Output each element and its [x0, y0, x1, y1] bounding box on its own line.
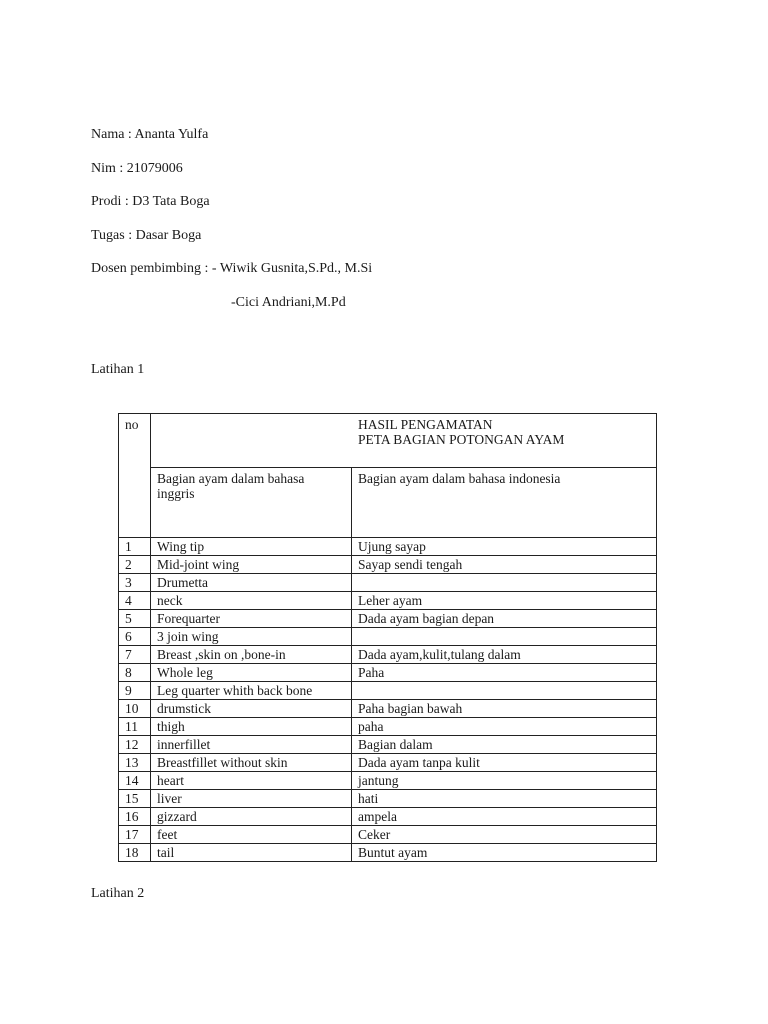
- english-name: feet: [151, 826, 352, 844]
- english-name: Forequarter: [151, 610, 352, 628]
- table-row: [119, 628, 657, 646]
- row-number: 10: [119, 700, 151, 718]
- row-number: 17: [119, 826, 151, 844]
- english-name: 3 join wing: [151, 628, 352, 646]
- row-number: 1: [119, 538, 151, 556]
- table-row: [119, 682, 657, 700]
- row-number: 2: [119, 556, 151, 574]
- row-number: 4: [119, 592, 151, 610]
- english-name: Drumetta: [151, 574, 352, 592]
- english-name: gizzard: [151, 808, 352, 826]
- english-name: neck: [151, 592, 352, 610]
- indonesian-name: ampela: [352, 808, 657, 826]
- row-number: 7: [119, 646, 151, 664]
- table-row: [119, 538, 657, 556]
- table-row: [119, 610, 657, 628]
- supervisor-line-1: Dosen pembimbing : - Wiwik Gusnita,S.Pd., M.Si: [91, 261, 373, 276]
- row-number: 6: [119, 628, 151, 646]
- indonesian-name: paha: [352, 718, 657, 736]
- indonesian-name: [352, 628, 657, 646]
- indonesian-name: Buntut ayam: [352, 844, 657, 862]
- table-row: [119, 646, 657, 664]
- table-row: [119, 556, 657, 574]
- header-english: Bagian ayam dalam bahasa inggris: [151, 468, 352, 538]
- english-name: Wing tip: [151, 538, 352, 556]
- exercise-1-heading: Latihan 1: [91, 362, 145, 377]
- indonesian-name: Paha bagian bawah: [352, 700, 657, 718]
- row-number: 3: [119, 574, 151, 592]
- row-number: 15: [119, 790, 151, 808]
- english-name: Breast ,skin on ,bone-in: [151, 646, 352, 664]
- english-name: thigh: [151, 718, 352, 736]
- table-row: [119, 772, 657, 790]
- indonesian-name: hati: [352, 790, 657, 808]
- indonesian-name: [352, 682, 657, 700]
- english-name: heart: [151, 772, 352, 790]
- english-name: Breastfillet without skin: [151, 754, 352, 772]
- english-name: innerfillet: [151, 736, 352, 754]
- student-name: Nama : Ananta Yulfa: [91, 127, 209, 142]
- table-row: [119, 790, 657, 808]
- english-name: drumstick: [151, 700, 352, 718]
- table-title: [151, 414, 657, 468]
- table-row: [119, 808, 657, 826]
- indonesian-name: Ceker: [352, 826, 657, 844]
- table-title-line-1: HASIL PENGAMATAN: [358, 417, 493, 432]
- indonesian-name: jantung: [352, 772, 657, 790]
- table-row: [119, 718, 657, 736]
- table-header-row: [119, 414, 657, 468]
- table-title-line-2: PETA BAGIAN POTONGAN AYAM: [358, 432, 565, 447]
- row-number: 12: [119, 736, 151, 754]
- english-name: Mid-joint wing: [151, 556, 352, 574]
- indonesian-name: Leher ayam: [352, 592, 657, 610]
- indonesian-name: Paha: [352, 664, 657, 682]
- table-row: [119, 754, 657, 772]
- indonesian-name: Dada ayam tanpa kulit: [352, 754, 657, 772]
- table-row: [119, 844, 657, 862]
- row-number: 11: [119, 718, 151, 736]
- row-number: 8: [119, 664, 151, 682]
- indonesian-name: Dada ayam,kulit,tulang dalam: [352, 646, 657, 664]
- observation-table: [118, 413, 657, 862]
- table-row: [119, 700, 657, 718]
- indonesian-name: Dada ayam bagian depan: [352, 610, 657, 628]
- exercise-2-heading: Latihan 2: [91, 886, 145, 901]
- row-number: 18: [119, 844, 151, 862]
- supervisor-line-2: -Cici Andriani,M.Pd: [231, 295, 346, 310]
- english-name: Whole leg: [151, 664, 352, 682]
- row-number: 9: [119, 682, 151, 700]
- table-row: [119, 736, 657, 754]
- row-number: 5: [119, 610, 151, 628]
- row-number: 16: [119, 808, 151, 826]
- table-row: [119, 664, 657, 682]
- indonesian-name: Bagian dalam: [352, 736, 657, 754]
- indonesian-name: Sayap sendi tengah: [352, 556, 657, 574]
- table-row: [119, 592, 657, 610]
- header-indonesian: Bagian ayam dalam bahasa indonesia: [352, 468, 657, 538]
- table-subheader-row: [119, 468, 657, 538]
- table-row: [119, 574, 657, 592]
- english-name: tail: [151, 844, 352, 862]
- assignment: Tugas : Dasar Boga: [91, 228, 202, 243]
- english-name: Leg quarter whith back bone: [151, 682, 352, 700]
- row-number: 14: [119, 772, 151, 790]
- table-row: [119, 826, 657, 844]
- english-name: liver: [151, 790, 352, 808]
- study-program: Prodi : D3 Tata Boga: [91, 194, 210, 209]
- header-no: no: [119, 414, 151, 538]
- indonesian-name: Ujung sayap: [352, 538, 657, 556]
- row-number: 13: [119, 754, 151, 772]
- student-nim: Nim : 21079006: [91, 161, 183, 176]
- indonesian-name: [352, 574, 657, 592]
